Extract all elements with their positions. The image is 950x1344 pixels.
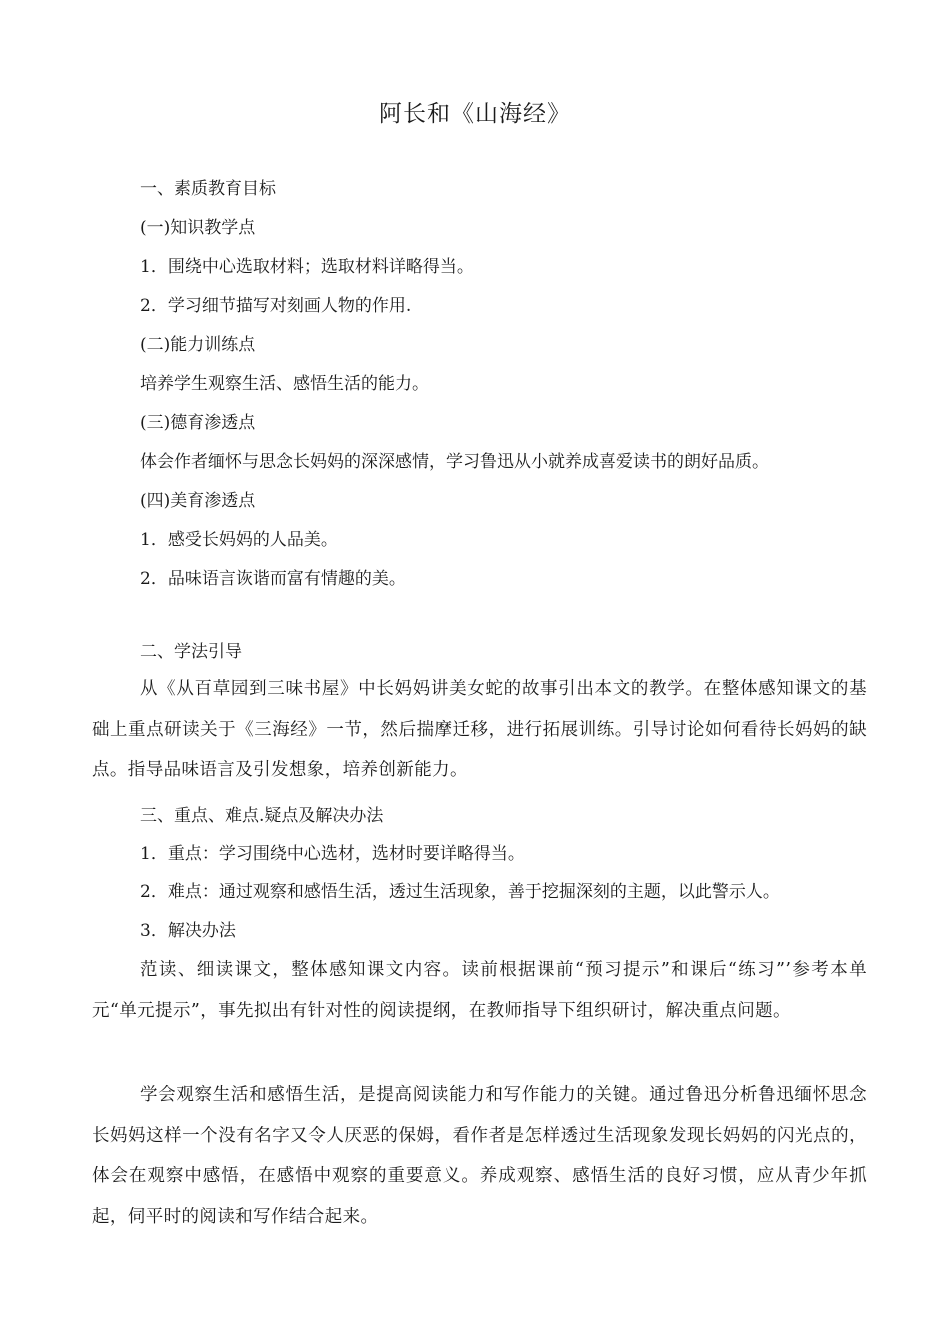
section1-sub1-item1: 1．围绕中心选取材料；选取材料详略得当。 — [140, 257, 474, 277]
document-title: 阿长和《山海经》 — [379, 101, 571, 127]
section3-heading: 三、重点、难点.疑点及解决办法 — [140, 806, 384, 826]
section1-sub3-heading: (三)德育渗透点 — [140, 413, 256, 433]
section1-sub4-heading: (四)美育渗透点 — [140, 491, 256, 511]
section2-heading: 二、学法引导 — [140, 642, 242, 662]
section1-sub1-item2: 2．学习细节描写对刻画人物的作用. — [140, 296, 412, 316]
section1-sub2-heading: (二)能力训练点 — [140, 335, 256, 355]
section1-sub4-item2: 2．品味语言诙谐而富有情趣的美。 — [140, 569, 406, 589]
section1-heading: 一、素质教育目标 — [140, 179, 276, 199]
section1-sub4-item1: 1．感受长妈妈的人品美。 — [140, 530, 338, 550]
section3-item3: 3．解决办法 — [140, 921, 236, 941]
section1-sub3-text: 体会作者缅怀与思念长妈妈的深深感情，学习鲁迅从小就养成喜爱读书的朗好品质。 — [140, 452, 769, 472]
section1-sub1-heading: (一)知识教学点 — [140, 218, 256, 238]
section3-paragraph2: 学会观察生活和感悟生活，是提高阅读能力和写作能力的关键。通过鲁迅分析鲁迅缅怀思念长妈妈这样一个没有名字又令人厌恶的保姆，看作者是怎样透过生活现象发现长妈妈的闪光点的，体会在观察中感悟，在感悟中观察的重要意义。养成观察、感悟生活的良好习惯，应从青少年抓起，伺平时的阅读和写作结合起来。 — [92, 1085, 867, 1227]
section3-paragraph1: 范读、细读课文，整体感知课文内容。读前根据课前“预习提示”和课后“练习”’参考本单元“单元提示”，事先拟出有针对性的阅读提纲，在教师指导下组织研讨，解决重点问题。 — [92, 960, 867, 1021]
section2-paragraph: 从《从百草园到三味书屋》中长妈妈讲美女蛇的故事引出本文的教学。在整体感知课文的基础上重点研读关于《三海经》一节，然后揣摩迁移，进行拓展训练。引导讨论如何看待长妈妈的缺点。指导品味语言及引发想象，培养创新能力。 — [92, 679, 867, 780]
section3-item2: 2．难点：通过观察和感悟生活，透过生活现象，善于挖掘深刻的主题，以此警示人。 — [140, 882, 780, 902]
section1-sub2-text: 培养学生观察生活、感悟生活的能力。 — [140, 374, 429, 394]
section3-item1: 1．重点：学习围绕中心选材，选材时要详略得当。 — [140, 844, 525, 864]
